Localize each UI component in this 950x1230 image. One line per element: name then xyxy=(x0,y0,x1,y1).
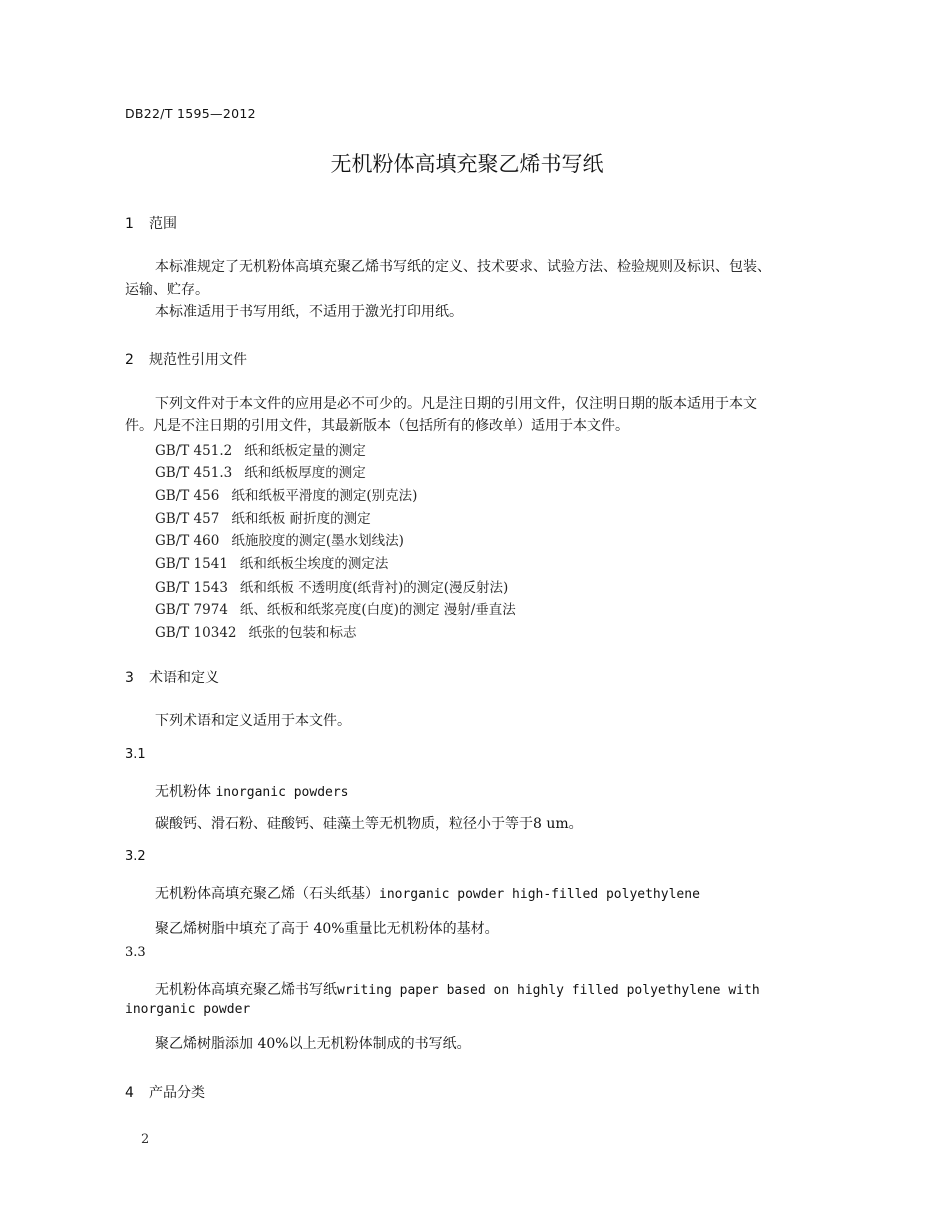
section-2-heading xyxy=(125,349,247,369)
clause-number: 3.2 xyxy=(125,849,146,864)
reference-title: 纸和纸板厚度的测定 xyxy=(244,465,366,481)
term-definition: 聚乙烯树脂中填充了高于 40%重量比无机粉体的基材。 xyxy=(155,921,499,937)
section-number: 4 xyxy=(125,1085,134,1101)
clause-number: 3.1 xyxy=(125,747,146,762)
reference-item xyxy=(155,621,357,641)
term-definition: 聚乙烯树脂添加 40%以上无机粉体制成的书写纸。 xyxy=(155,1036,471,1052)
standard-number: DB22/T 1595—2012 xyxy=(125,106,256,121)
paragraph: 本标准适用于书写用纸，不适用于激光打印用纸。 xyxy=(155,304,463,320)
term-chinese: 无机粉体 xyxy=(155,784,211,800)
term-chinese: 无机粉体高填充聚乙烯书写纸 xyxy=(155,982,337,998)
paragraph-line: 件。凡是不注日期的引用文件，其最新版本（包括所有的修改单）适用于本文件。 xyxy=(125,418,629,434)
section-title: 范围 xyxy=(149,216,177,232)
reference-item xyxy=(155,529,404,549)
term-heading xyxy=(155,979,760,999)
section-1-heading xyxy=(125,213,177,233)
reference-title: 纸和纸板尘埃度的测定法 xyxy=(239,556,389,572)
reference-item xyxy=(155,507,371,527)
section-number: 3 xyxy=(125,670,134,686)
reference-code: GB/T 451.2 xyxy=(155,443,233,459)
document-title: 无机粉体高填充聚乙烯书写纸 xyxy=(330,152,604,176)
reference-title: 纸和纸板 不透明度(纸背衬)的测定(漫反射法) xyxy=(239,580,509,596)
section-title: 术语和定义 xyxy=(149,670,219,686)
term-chinese: 无机粉体高填充聚乙烯（石头纸基） xyxy=(155,886,379,902)
reference-item xyxy=(155,576,508,596)
reference-title: 纸和纸板 耐折度的测定 xyxy=(231,511,371,527)
section-title: 产品分类 xyxy=(149,1085,205,1101)
reference-title: 纸和纸板平滑度的测定(别克法) xyxy=(231,488,418,504)
section-number: 2 xyxy=(125,352,134,368)
section-3-heading xyxy=(125,667,219,687)
reference-item xyxy=(155,439,366,459)
reference-code: GB/T 460 xyxy=(155,533,220,549)
term-english-continued: inorganic powder xyxy=(125,1002,251,1017)
paragraph-line: 本标准规定了无机粉体高填充聚乙烯书写纸的定义、技术要求、试验方法、检验规则及标识、包装、 xyxy=(155,259,771,275)
reference-item xyxy=(155,598,516,618)
term-english: writing paper based on highly filled polyethylene with xyxy=(337,983,760,998)
paragraph-line: 运输、贮存。 xyxy=(125,282,209,298)
reference-item xyxy=(155,461,366,481)
reference-title: 纸施胶度的测定(墨水划线法) xyxy=(231,533,404,549)
term-english: inorganic powder high-filled polyethylene xyxy=(379,887,700,902)
paragraph: 下列术语和定义适用于本文件。 xyxy=(155,713,351,729)
reference-code: GB/T 457 xyxy=(155,511,220,527)
clause-number: 3.3 xyxy=(125,945,146,960)
paragraph-line: 下列文件对于本文件的应用是必不可少的。凡是注日期的引用文件，仅注明日期的版本适用于本文 xyxy=(155,396,757,412)
reference-code: GB/T 1543 xyxy=(155,580,228,596)
term-heading xyxy=(155,781,349,801)
section-4-heading xyxy=(125,1082,205,1102)
reference-title: 纸和纸板定量的测定 xyxy=(244,443,366,459)
reference-title: 纸、纸板和纸浆亮度(白度)的测定 漫射/垂直法 xyxy=(239,602,516,618)
section-title: 规范性引用文件 xyxy=(149,352,247,368)
reference-code: GB/T 7974 xyxy=(155,602,228,618)
reference-code: GB/T 456 xyxy=(155,488,220,504)
reference-item xyxy=(155,552,388,572)
reference-item xyxy=(155,484,417,504)
reference-code: GB/T 1541 xyxy=(155,556,228,572)
term-english: inorganic powders xyxy=(215,785,349,800)
page-number: 2 xyxy=(141,1132,150,1147)
reference-title: 纸张的包装和标志 xyxy=(248,625,357,641)
term-definition: 碳酸钙、滑石粉、硅酸钙、硅藻土等无机物质，粒径小于等于8 um。 xyxy=(155,816,583,832)
term-heading xyxy=(155,883,700,903)
reference-code: GB/T 451.3 xyxy=(155,465,233,481)
section-number: 1 xyxy=(125,216,134,232)
reference-code: GB/T 10342 xyxy=(155,625,237,641)
